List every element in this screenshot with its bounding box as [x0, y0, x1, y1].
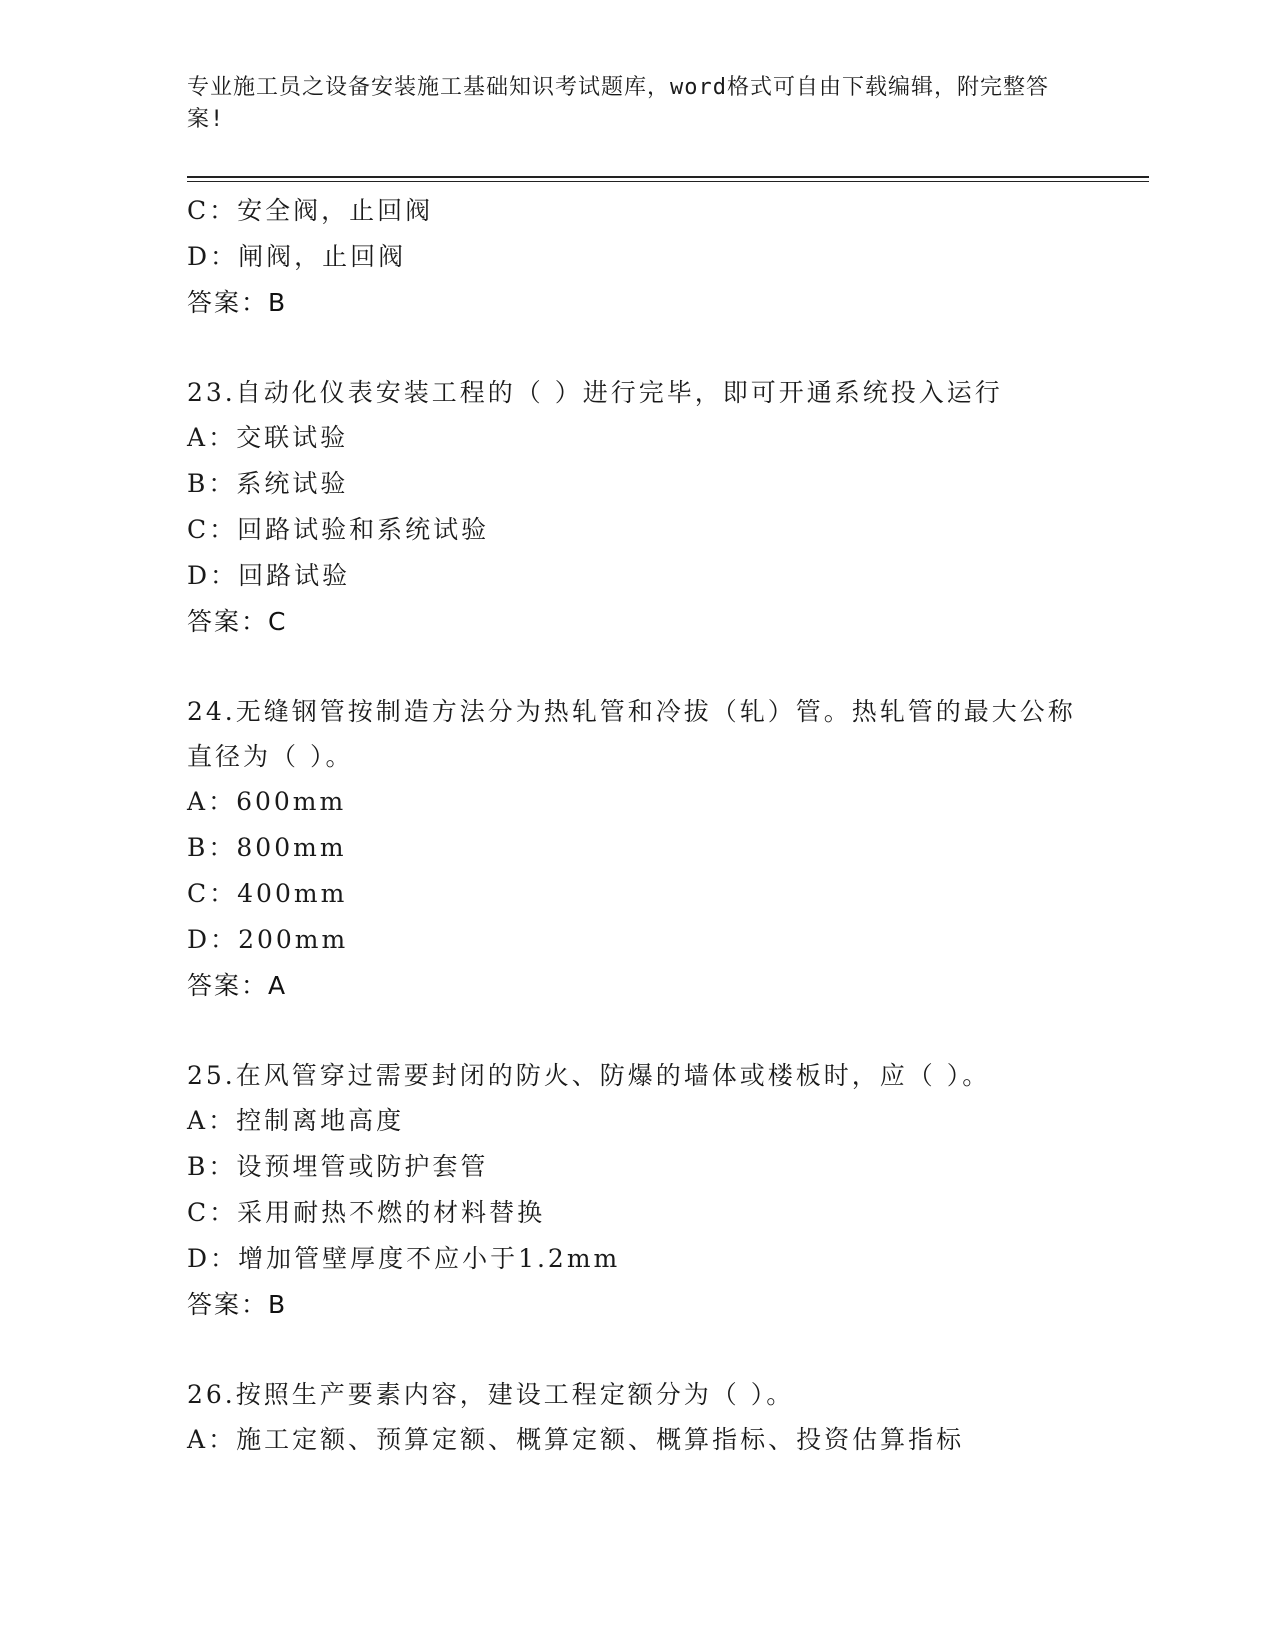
option-text: 安全阀，止回阀 [237, 196, 434, 225]
option-separator: ： [208, 1152, 237, 1181]
answer-line: 答案：C [187, 607, 288, 636]
option-d [187, 1236, 1147, 1282]
question-24 [187, 689, 1147, 1009]
header-rule-thick [187, 176, 1149, 178]
option-text: 回路试验和系统试验 [237, 515, 490, 544]
spacer [187, 326, 1147, 370]
option-key: A [187, 423, 209, 452]
question-25 [187, 1053, 1147, 1328]
option-key: A [187, 1106, 209, 1135]
option-key: B [187, 1152, 209, 1181]
option-separator: ： [210, 1244, 239, 1273]
option-key: A [187, 1425, 209, 1454]
option-separator: ： [208, 787, 237, 816]
option-d [187, 234, 1147, 280]
option-text: 系统试验 [236, 469, 349, 498]
option-a [187, 1098, 1147, 1144]
option-c [187, 188, 1147, 234]
question-26 [187, 1372, 1147, 1463]
spacer [187, 1009, 1147, 1053]
answer-line: 答案：B [187, 288, 288, 317]
option-b [187, 461, 1147, 507]
option-key: C [187, 1198, 210, 1227]
option-text: 200mm [238, 925, 349, 954]
option-text: 增加管壁厚度不应小于1.2mm [238, 1244, 621, 1273]
option-a [187, 779, 1147, 825]
option-c [187, 871, 1147, 917]
option-text: 交联试验 [236, 423, 349, 452]
question-text: 26.按照生产要素内容，建设工程定额分为（ ）。 [187, 1380, 795, 1409]
option-separator: ： [209, 1198, 238, 1227]
option-key: B [187, 833, 209, 862]
option-key: D [187, 242, 211, 271]
option-b [187, 825, 1147, 871]
spacer [187, 645, 1147, 689]
option-a [187, 415, 1147, 461]
option-text: 600mm [236, 787, 347, 816]
question-list [187, 188, 1147, 1463]
option-text: 采用耐热不燃的材料替换 [237, 1198, 546, 1227]
question-text: 25.在风管穿过需要封闭的防火、防爆的墙体或楼板时，应（ ）。 [187, 1061, 991, 1090]
option-key: D [187, 561, 211, 590]
option-c [187, 1190, 1147, 1236]
question-text: 23.自动化仪表安装工程的（ ）进行完毕，即可开通系统投入运行 [187, 378, 1003, 407]
option-separator: ： [210, 925, 239, 954]
option-separator: ： [210, 561, 239, 590]
option-key: A [187, 787, 209, 816]
answer-line: 答案：B [187, 1290, 288, 1319]
partial-question [187, 188, 1147, 326]
option-a [187, 1417, 1147, 1463]
option-d [187, 553, 1147, 599]
option-text: 设预埋管或防护套管 [236, 1152, 489, 1181]
option-d [187, 917, 1147, 963]
option-separator: ： [208, 833, 237, 862]
document-header: 专业施工员之设备安装施工基础知识考试题库，word格式可自由下载编辑，附完整答案! [187, 75, 1049, 132]
option-separator: ： [208, 1106, 237, 1135]
option-text: 400mm [237, 879, 348, 908]
option-key: B [187, 469, 209, 498]
option-b [187, 1144, 1147, 1190]
option-separator: ： [208, 469, 237, 498]
option-c [187, 507, 1147, 553]
option-text: 控制离地高度 [236, 1106, 405, 1135]
option-separator: ： [209, 515, 238, 544]
option-text: 800mm [236, 833, 347, 862]
option-key: C [187, 196, 210, 225]
question-23 [187, 370, 1147, 645]
option-text: 回路试验 [238, 561, 351, 590]
option-key: C [187, 515, 210, 544]
answer-line: 答案：A [187, 971, 288, 1000]
option-separator: ： [209, 196, 238, 225]
option-key: C [187, 879, 210, 908]
header-rule-thin [187, 181, 1149, 182]
question-text: 24.无缝钢管按制造方法分为热轧管和冷拔（轧）管。热轧管的最大公称直径为（ ）。 [187, 697, 1076, 771]
option-text: 施工定额、预算定额、概算定额、概算指标、投资估算指标 [236, 1425, 965, 1454]
option-separator: ： [208, 1425, 237, 1454]
option-separator: ： [209, 879, 238, 908]
option-separator: ： [208, 423, 237, 452]
spacer [187, 1328, 1147, 1372]
option-key: D [187, 925, 211, 954]
option-text: 闸阀，止回阀 [238, 242, 407, 271]
option-key: D [187, 1244, 211, 1273]
option-separator: ： [210, 242, 239, 271]
